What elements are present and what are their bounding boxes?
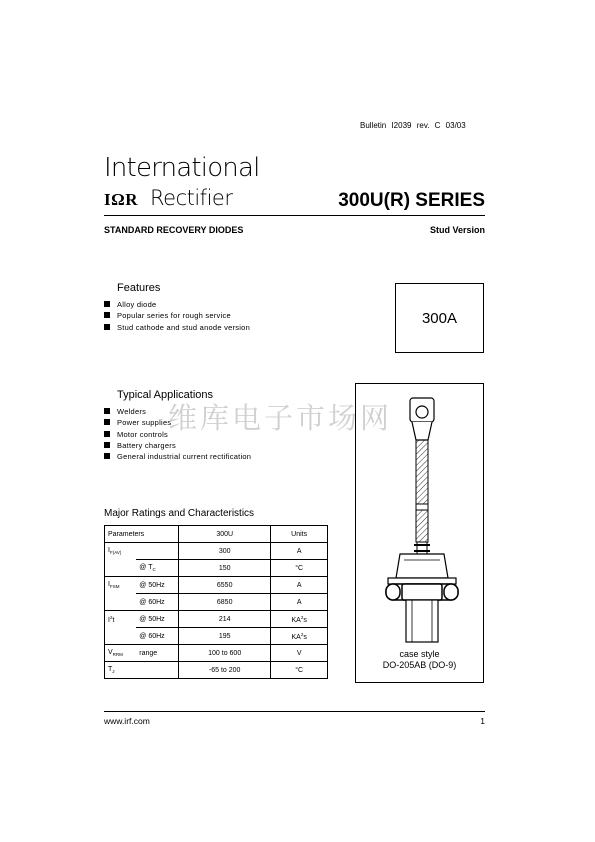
watermark-text: 维库电子市场网 xyxy=(168,401,393,435)
param-condition: @ 50Hz xyxy=(136,611,178,628)
param-unit: V xyxy=(271,645,328,662)
param-value: 195 xyxy=(179,628,271,645)
table-header-cell: 300U xyxy=(179,526,271,543)
param-symbol: $I_{F(AV)}$ xyxy=(105,543,137,560)
table-header-cell: Units xyxy=(271,526,328,543)
list-item: Popular series for rough service xyxy=(104,310,250,321)
table-row xyxy=(105,662,328,679)
param-condition: @ 60Hz xyxy=(136,594,178,611)
current-rating-box: 300A xyxy=(395,283,484,353)
table-row xyxy=(105,611,328,628)
list-item: Welders xyxy=(104,406,251,417)
package-drawing-box xyxy=(355,383,484,683)
param-unit: $KA^2s$ xyxy=(271,611,328,628)
bullet-square-icon xyxy=(104,324,110,330)
param-symbol xyxy=(105,560,137,577)
param-unit: A xyxy=(271,543,328,560)
param-value: 6550 xyxy=(179,577,271,594)
table-row xyxy=(105,594,328,611)
param-symbol: $I^2t$ xyxy=(105,611,137,628)
header-divider xyxy=(104,215,485,216)
list-item: Stud cathode and stud anode version xyxy=(104,322,250,333)
bulletin-number: Bulletin I2039 rev. C 03/03 xyxy=(360,121,466,130)
param-value: 100 to 600 xyxy=(179,645,271,662)
param-condition: @ 50Hz xyxy=(136,577,178,594)
param-condition: @ $T_C$ xyxy=(136,560,178,577)
table-header-row xyxy=(105,526,328,543)
footer-divider xyxy=(104,711,485,712)
param-value: -65 to 200 xyxy=(179,662,271,679)
list-item: General industrial current rectification xyxy=(104,451,251,462)
param-unit: $KA^2s$ xyxy=(271,628,328,645)
list-item: Alloy diode xyxy=(104,299,250,310)
product-subtitle: STANDARD RECOVERY DIODES xyxy=(104,225,244,235)
param-unit: °C xyxy=(271,662,328,679)
param-value: 300 xyxy=(179,543,271,560)
features-title: Features xyxy=(117,282,161,294)
table-header-cell: Parameters xyxy=(105,526,179,543)
ior-logo-mark: IΩR xyxy=(104,190,139,209)
bullet-square-icon xyxy=(104,301,110,307)
param-condition: @ 60Hz xyxy=(136,628,178,645)
bullet-square-icon xyxy=(104,453,110,459)
case-style-label: case style xyxy=(399,649,440,659)
param-value: 6850 xyxy=(179,594,271,611)
param-condition xyxy=(136,543,178,560)
applications-title: Typical Applications xyxy=(117,389,213,401)
series-title: 300U(R) SERIES xyxy=(338,190,485,211)
logo-international-text: International xyxy=(104,153,260,183)
table-row xyxy=(105,543,328,560)
stud-version-label: Stud Version xyxy=(429,225,485,235)
param-unit: A xyxy=(271,577,328,594)
logo-rectifier-text: Rectifier xyxy=(150,186,233,210)
stud-diode-package-icon xyxy=(356,384,483,682)
table-row xyxy=(105,577,328,594)
bullet-square-icon xyxy=(104,312,110,318)
list-item: Power supplies xyxy=(104,417,251,428)
page-number: 1 xyxy=(480,716,485,726)
bullet-square-icon xyxy=(104,419,110,425)
param-symbol: $I_{FSM}$ xyxy=(105,577,137,594)
ratings-table-title: Major Ratings and Characteristics xyxy=(104,508,255,519)
param-condition: range xyxy=(136,645,178,662)
param-symbol: $V_{RRM}$ xyxy=(105,645,137,662)
case-style-code: DO-205AB (DO-9) xyxy=(382,660,457,670)
param-symbol xyxy=(105,628,137,645)
ratings-table xyxy=(104,525,328,679)
param-condition xyxy=(136,662,178,679)
table-row xyxy=(105,628,328,645)
param-symbol xyxy=(105,594,137,611)
table-row xyxy=(105,560,328,577)
param-value: 214 xyxy=(179,611,271,628)
bullet-square-icon xyxy=(104,408,110,414)
features-list xyxy=(104,299,250,333)
param-value: 150 xyxy=(179,560,271,577)
bullet-square-icon xyxy=(104,431,110,437)
list-item: Battery chargers xyxy=(104,440,251,451)
list-item: Motor controls xyxy=(104,429,251,440)
table-row xyxy=(105,645,328,662)
param-symbol: $T_J$ xyxy=(105,662,137,679)
footer-url: www.irf.com xyxy=(104,716,150,726)
bullet-square-icon xyxy=(104,442,110,448)
param-unit: A xyxy=(271,594,328,611)
param-unit: °C xyxy=(271,560,328,577)
